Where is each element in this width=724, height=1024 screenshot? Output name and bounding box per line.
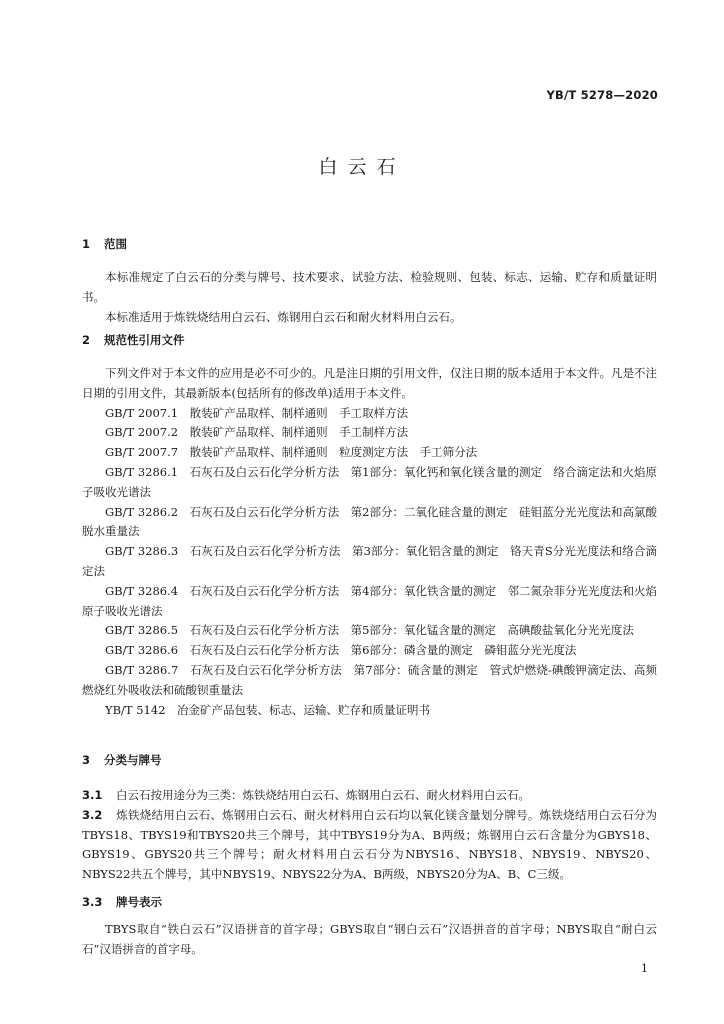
scope-paragraph-2: 本标准适用于炼铁烧结用白云石、炼钢用白云石和耐火材料用白云石。 [105,309,462,324]
references-body [82,364,657,720]
clause-3-3-text: TBYS取自“铁白云石”汉语拼音的首字母；GBYS取自“钢白云石”汉语拼音的首字母；NBYS取自“耐白云石”汉语拼音的首字母。 [82,922,657,956]
section-heading-references [82,332,185,348]
clause-heading-3-3 [82,894,162,910]
classification-body [82,786,657,885]
clause-3-2 [82,806,657,885]
reference-item: YB/T 5142 冶金矿产品包装、标志、运输、贮存和质量证明书 [105,702,431,717]
section-title: 分类与牌号 [104,753,162,767]
clause-number: 3.3 [82,895,103,909]
reference-item: GB/T 3286.3 石灰石及白云石化学分析方法 第3部分：氧化铝含量的测定 铬天青S分光光度法和络合滴定法 [82,544,657,578]
section-number: 1 [82,237,91,251]
clause-3-3-body [82,920,657,960]
reference-item: GB/T 2007.2 散装矿产品取样、制样通则 手工制样方法 [105,425,409,440]
reference-item: GB/T 3286.1 石灰石及白云石化学分析方法 第1部分：氧化钙和氧化镁含量的测定 络合滴定法和火焰原子吸收光谱法 [82,464,657,499]
section-heading-scope [82,236,127,252]
reference-item: GB/T 3286.5 石灰石及白云石化学分析方法 第5部分：氧化锰含量的测定 高碘酸盐氧化分光光度法 [105,623,634,638]
scope-paragraph-1: 本标准规定了白云石的分类与牌号、技术要求、试验方法、检验规则、包装、标志、运输、贮存和质量证明书。 [82,270,657,304]
section-heading-classification [82,752,162,768]
reference-item: GB/T 3286.6 石灰石及白云石化学分析方法 第6部分：磷含量的测定 磷钼蓝分光光度法 [105,643,577,658]
clause-text: 炼铁烧结用白云石、炼钢用白云石、耐火材料用白云石均以氧化镁含量划分牌号。炼铁烧结用白云石分为TBYS18、TBYS19和TBYS20共三个牌号，其中TBYS19分为A、B两级；炼钢用白云石含量分为GBYS18、GBYS19、GBYS20共三个牌号；耐火材料用白云石分为NBYS16、NBYS18、NBYS19、NBYS20、NBYS22共五个牌号，其中NBYS19、NBYS22分为A、B两级，NBYS20分为A、B、C三级。 [82,807,657,882]
page-number: 1 [641,962,648,975]
clause-number: 3.1 [82,788,103,802]
scope-body [82,268,657,327]
clause-title: 牌号表示 [116,895,162,909]
section-number: 2 [82,333,91,347]
clause-number: 3.2 [82,807,103,822]
section-number: 3 [82,753,91,767]
reference-item: GB/T 3286.2 石灰石及白云石化学分析方法 第2部分：二氧化硅含量的测定 硅钼蓝分光光度法和高氯酸脱水重量法 [82,504,657,539]
clause-text: 白云石按用途分为三类：炼铁烧结用白云石、炼钢用白云石、耐火材料用白云石。 [116,788,530,802]
reference-item: GB/T 2007.1 散装矿产品取样、制样通则 手工取样方法 [105,405,409,420]
reference-item: GB/T 3286.4 石灰石及白云石化学分析方法 第4部分：氧化铁含量的测定 邻二氮杂菲分光光度法和火焰原子吸收光谱法 [82,583,657,618]
references-intro: 下列文件对于本文件的应用是必不可少的。凡是注日期的引用文件，仅注日期的版本适用于本文件。凡是不注日期的引用文件，其最新版本(包括所有的修改单)适用于本文件。 [82,366,657,400]
standard-number: YB/T 5278—2020 [546,88,658,102]
reference-item: GB/T 3286.7 石灰石及白云石化学分析方法 第7部分：硫含量的测定 管式炉燃烧-碘酸钾滴定法、高频燃烧红外吸收法和硫酸钡重量法 [82,662,657,697]
section-title: 规范性引用文件 [104,333,185,347]
document-title: 白云石 [318,156,406,178]
section-title: 范围 [104,237,127,251]
clause-3-1 [82,786,657,806]
reference-item: GB/T 2007.7 散装矿产品取样、制样通则 粒度测定方法 手工筛分法 [105,445,478,460]
